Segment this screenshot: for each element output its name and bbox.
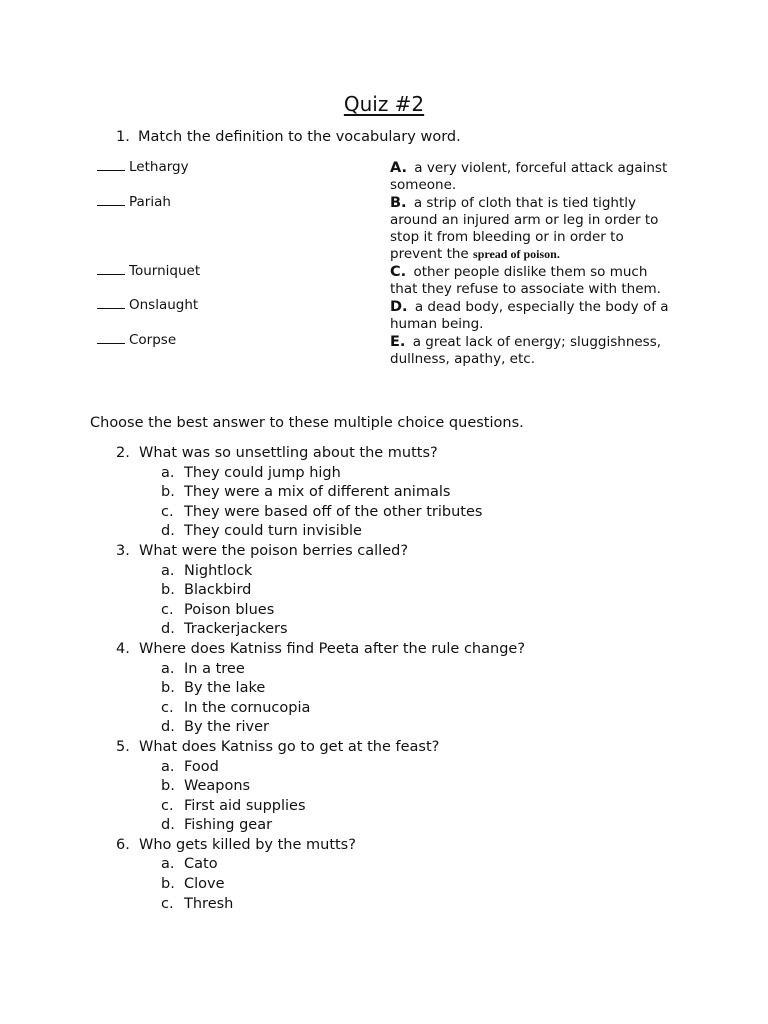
option-6b[interactable]: b. Clove xyxy=(161,876,225,893)
answer-blank[interactable] xyxy=(97,195,125,206)
definition-c: C. other people dislike them so much that they refuse to associate with them. xyxy=(390,264,661,297)
answer-blank[interactable] xyxy=(97,160,125,171)
option-2c[interactable]: c. They were based off of the other tributes xyxy=(161,503,483,520)
option-4d[interactable]: d. By the river xyxy=(161,719,269,736)
question-6: 6. Who gets killed by the mutts? xyxy=(116,836,356,853)
definition-b: B. a strip of cloth that is tied tightly around an injured arm or leg in order to stop it from bleeding or in order to prevent the spread of poison. xyxy=(390,195,659,262)
option-2b[interactable]: b. They were a mix of different animals xyxy=(161,484,451,501)
option-4a[interactable]: a. In a tree xyxy=(161,660,245,677)
option-5c[interactable]: c. First aid supplies xyxy=(161,797,306,814)
answer-blank[interactable] xyxy=(97,264,125,275)
definition-e: E. a great lack of energy; sluggishness, dullness, apathy, etc. xyxy=(390,334,662,367)
option-5d[interactable]: d. Fishing gear xyxy=(161,817,273,834)
option-2d[interactable]: d. They could turn invisible xyxy=(161,523,362,540)
option-4c[interactable]: c. In the cornucopia xyxy=(161,699,311,716)
option-3b[interactable]: b. Blackbird xyxy=(161,582,252,599)
question-3: 3. What were the poison berries called? xyxy=(116,542,409,559)
question-4: 4. Where does Katniss find Peeta after the rule change? xyxy=(116,640,526,657)
vocab-word-corpse: Corpse xyxy=(97,332,176,348)
question-number: 1. xyxy=(116,129,130,145)
answer-blank[interactable] xyxy=(97,298,125,309)
option-2a[interactable]: a. They could jump high xyxy=(161,464,341,481)
option-4b[interactable]: b. By the lake xyxy=(161,680,266,697)
page-title: Quiz #2 xyxy=(343,92,425,116)
answer-blank[interactable] xyxy=(97,333,125,344)
instructions: Choose the best answer to these multiple choice questions. xyxy=(90,415,524,431)
question-2: 2. What was so unsettling about the mutts? xyxy=(116,445,438,461)
question-1 xyxy=(116,129,461,145)
definition-a: A. a very violent, forceful attack against someone. xyxy=(390,160,668,193)
option-6a[interactable]: a. Cato xyxy=(161,856,218,873)
option-3a[interactable]: a. Nightlock xyxy=(161,562,253,579)
question-5: 5. What does Katniss go to get at the feast? xyxy=(116,738,440,755)
vocab-word-tourniquet: Tourniquet xyxy=(97,263,200,279)
option-5a[interactable]: a. Food xyxy=(161,758,219,775)
option-6c[interactable]: c. Thresh xyxy=(161,895,234,912)
definition-d: D. a dead body, especially the body of a human being. xyxy=(390,299,669,332)
option-5b[interactable]: b. Weapons xyxy=(161,778,251,795)
vocab-word-onslaught: Onslaught xyxy=(97,297,198,313)
vocab-word-lethargy: Lethargy xyxy=(97,159,189,175)
option-3d[interactable]: d. Trackerjackers xyxy=(161,621,288,638)
question-text: Match the definition to the vocabulary word. xyxy=(138,129,461,145)
question-list xyxy=(116,444,525,914)
option-3c[interactable]: c. Poison blues xyxy=(161,601,275,618)
vocab-word-pariah: Pariah xyxy=(97,194,171,210)
